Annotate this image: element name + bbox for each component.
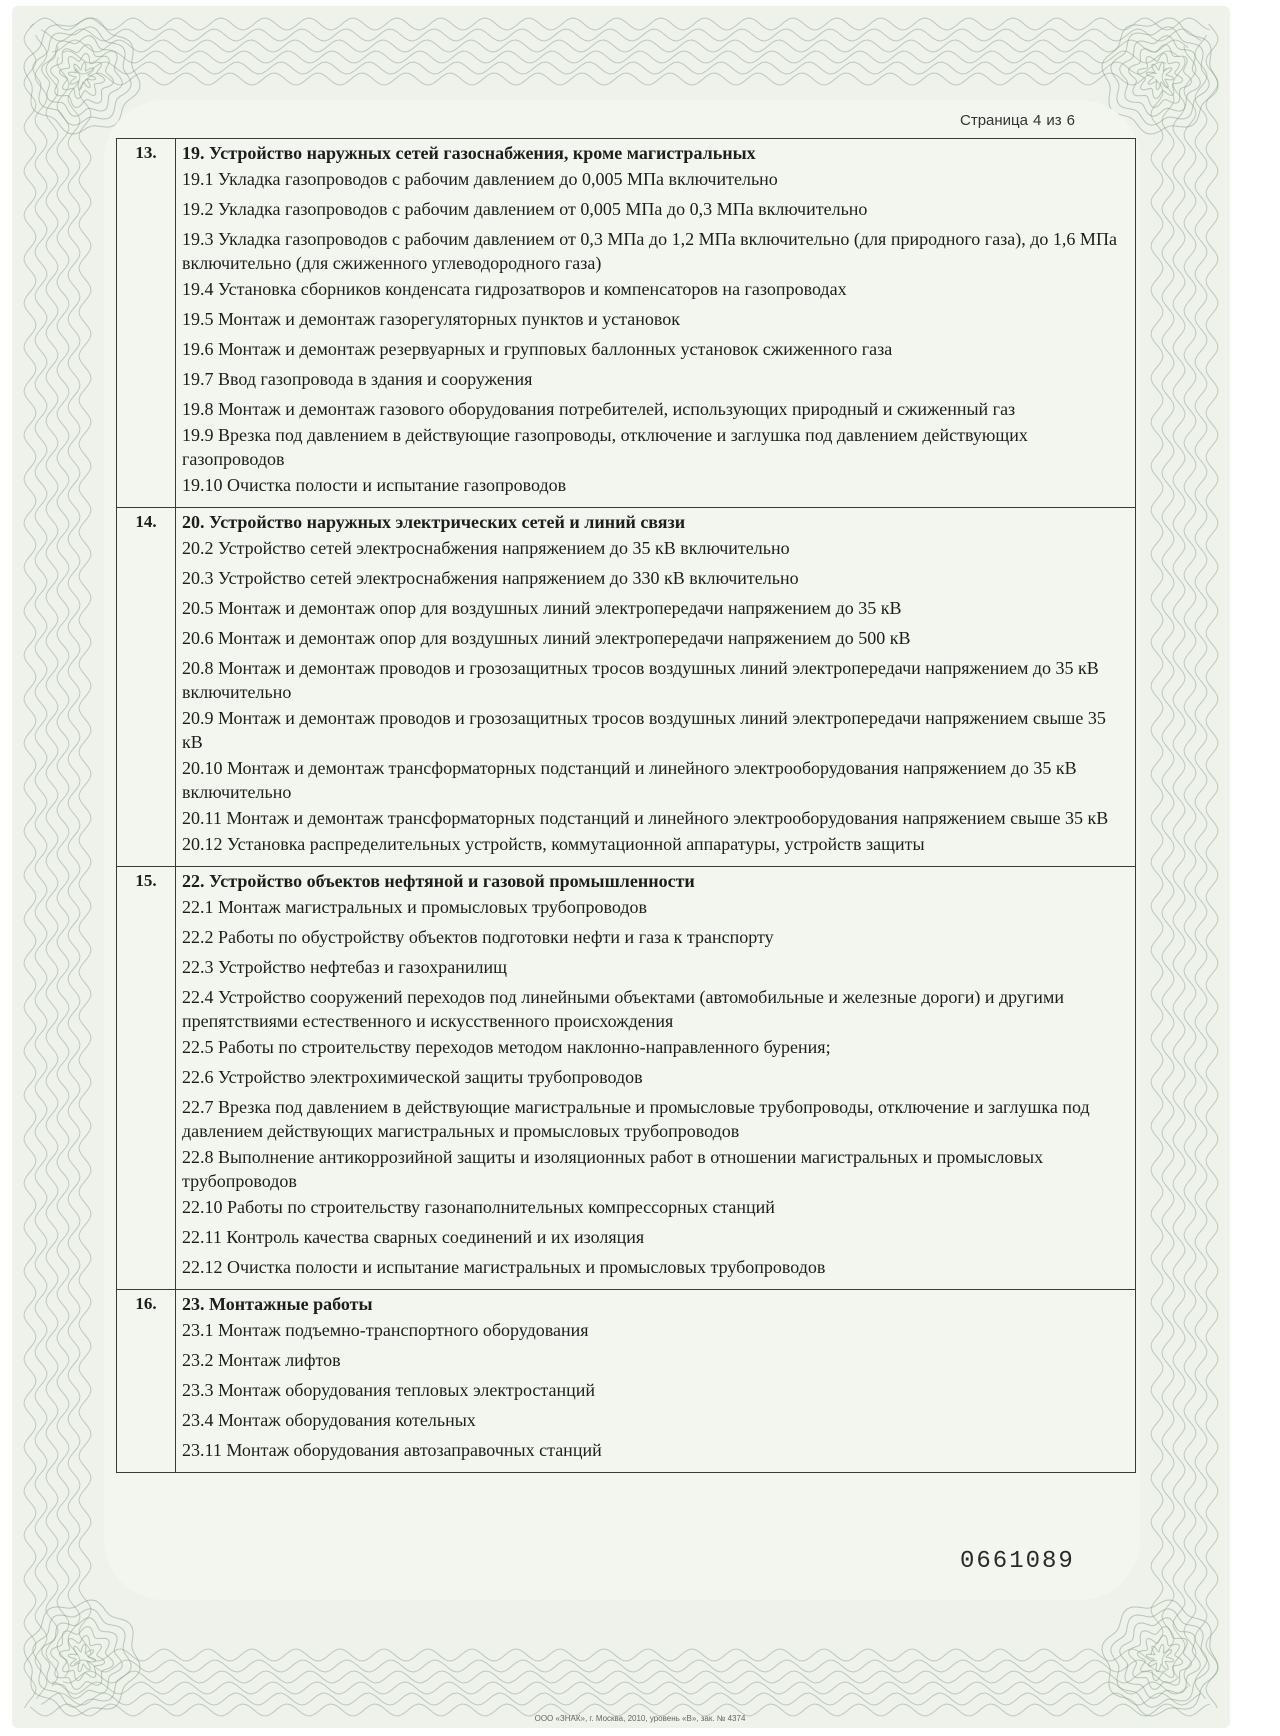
printer-imprint: ООО «ЗНАК», г. Москва, 2010, уровень «В», зак. № 4374 bbox=[534, 1714, 746, 1723]
list-item: 22.8 Выполнение антикоррозийной защиты и изоляционных работ в отношении магистральных и промысловых трубопроводов bbox=[182, 1147, 1044, 1191]
list-item: 23.2 Монтаж лифтов bbox=[182, 1350, 341, 1370]
table-row bbox=[117, 139, 1136, 508]
list-item: 20.8 Монтаж и демонтаж проводов и грозозащитных тросов воздушных линий электропередачи напряжением до 35 кВ включительно bbox=[182, 658, 1099, 702]
list-item: 19.1 Укладка газопроводов с рабочим давлением до 0,005 МПа включительно bbox=[182, 169, 778, 189]
row-number: 13. bbox=[117, 139, 176, 508]
table-row bbox=[117, 508, 1136, 867]
list-item: 23.3 Монтаж оборудования тепловых электростанций bbox=[182, 1380, 596, 1400]
list-item: 19.5 Монтаж и демонтаж газорегуляторных пунктов и установок bbox=[182, 309, 680, 329]
section-cell bbox=[176, 508, 1136, 867]
row-number: 15. bbox=[117, 867, 176, 1290]
list-item: 22.7 Врезка под давлением в действующие магистральные и промысловые трубопроводы, отключение и заглушка под давлением действующих магистральных и промысловых трубопроводов bbox=[182, 1097, 1090, 1141]
list-item: 19.10 Очистка полости и испытание газопроводов bbox=[182, 475, 567, 495]
table-row bbox=[117, 867, 1136, 1290]
section-title: 23. Монтажные работы bbox=[182, 1294, 373, 1314]
list-item: 19.6 Монтаж и демонтаж резервуарных и групповых баллонных установок сжиженного газа bbox=[182, 339, 893, 359]
page-label: Страница bbox=[960, 112, 1028, 129]
section-title: 19. Устройство наружных сетей газоснабжения, кроме магистральных bbox=[182, 143, 756, 163]
list-item: 22.1 Монтаж магистральных и промысловых трубопроводов bbox=[182, 897, 648, 917]
page-number bbox=[960, 112, 1100, 129]
list-item: 22.11 Контроль качества сварных соединений и их изоляция bbox=[182, 1227, 645, 1247]
list-item: 20.2 Устройство сетей электроснабжения напряжением до 35 кВ включительно bbox=[182, 538, 790, 558]
section-cell bbox=[176, 867, 1136, 1290]
list-item: 20.3 Устройство сетей электроснабжения напряжением до 330 кВ включительно bbox=[182, 568, 799, 588]
row-number: 16. bbox=[117, 1290, 176, 1473]
list-item: 20.6 Монтаж и демонтаж опор для воздушных линий электропередачи напряжением до 500 кВ bbox=[182, 628, 911, 648]
list-item: 23.1 Монтаж подъемно-транспортного оборудования bbox=[182, 1320, 589, 1340]
list-item: 22.6 Устройство электрохимической защиты трубопроводов bbox=[182, 1067, 643, 1087]
section-cell bbox=[176, 139, 1136, 508]
works-table bbox=[116, 138, 1136, 1473]
list-item: 20.12 Установка распределительных устройств, коммутационной аппаратуры, устройств защиты bbox=[182, 834, 925, 854]
list-item: 19.2 Укладка газопроводов с рабочим давлением от 0,005 МПа до 0,3 МПа включительно bbox=[182, 199, 868, 219]
list-item: 19.7 Ввод газопровода в здания и сооружения bbox=[182, 369, 533, 389]
page-total: 6 bbox=[1066, 112, 1075, 129]
list-item: 20.11 Монтаж и демонтаж трансформаторных подстанций и линейного электрооборудования напряжением свыше 35 кВ bbox=[182, 808, 1109, 828]
list-item: 22.10 Работы по строительству газонаполнительных компрессорных станций bbox=[182, 1197, 775, 1217]
list-item: 20.9 Монтаж и демонтаж проводов и грозозащитных тросов воздушных линий электропередачи напряжением свыше 35 кВ bbox=[182, 708, 1106, 752]
list-item: 19.8 Монтаж и демонтаж газового оборудования потребителей, использующих природный и сжиженный газ bbox=[182, 399, 1016, 419]
list-item: 19.4 Установка сборников конденсата гидрозатворов и компенсаторов на газопроводах bbox=[182, 279, 847, 299]
section-title: 20. Устройство наружных электрических сетей и линий связи bbox=[182, 512, 686, 532]
list-item: 19.3 Укладка газопроводов с рабочим давлением от 0,3 МПа до 1,2 МПа включительно (для природного газа), до 1,6 МПа включительно (для сжиженного углеводородного газа) bbox=[182, 229, 1117, 273]
list-item: 23.4 Монтаж оборудования котельных bbox=[182, 1410, 476, 1430]
list-item: 22.2 Работы по обустройству объектов подготовки нефти и газа к транспорту bbox=[182, 927, 774, 947]
serial-number: 0661089 bbox=[960, 1548, 1075, 1575]
list-item: 20.5 Монтаж и демонтаж опор для воздушных линий электропередачи напряжением до 35 кВ bbox=[182, 598, 902, 618]
list-item: 22.12 Очистка полости и испытание магистральных и промысловых трубопроводов bbox=[182, 1257, 826, 1277]
section-cell bbox=[176, 1290, 1136, 1473]
list-item: 20.10 Монтаж и демонтаж трансформаторных подстанций и линейного электрооборудования напряжением до 35 кВ включительно bbox=[182, 758, 1077, 802]
section-title: 22. Устройство объектов нефтяной и газовой промышленности bbox=[182, 871, 695, 891]
table-row bbox=[117, 1290, 1136, 1473]
page-current: 4 bbox=[1032, 112, 1042, 129]
list-item: 23.11 Монтаж оборудования автозаправочных станций bbox=[182, 1440, 602, 1460]
list-item: 22.4 Устройство сооружений переходов под линейными объектами (автомобильные и железные дороги) и другими препятствиями естественного и искусственного происхождения bbox=[182, 987, 1064, 1031]
list-item: 22.3 Устройство нефтебаз и газохранилищ bbox=[182, 957, 507, 977]
list-item: 19.9 Врезка под давлением в действующие газопроводы, отключение и заглушка под давлением действующих газопроводов bbox=[182, 425, 1028, 469]
row-number: 14. bbox=[117, 508, 176, 867]
list-item: 22.5 Работы по строительству переходов методом наклонно-направленного бурения; bbox=[182, 1037, 831, 1057]
page-of: из bbox=[1046, 112, 1062, 129]
